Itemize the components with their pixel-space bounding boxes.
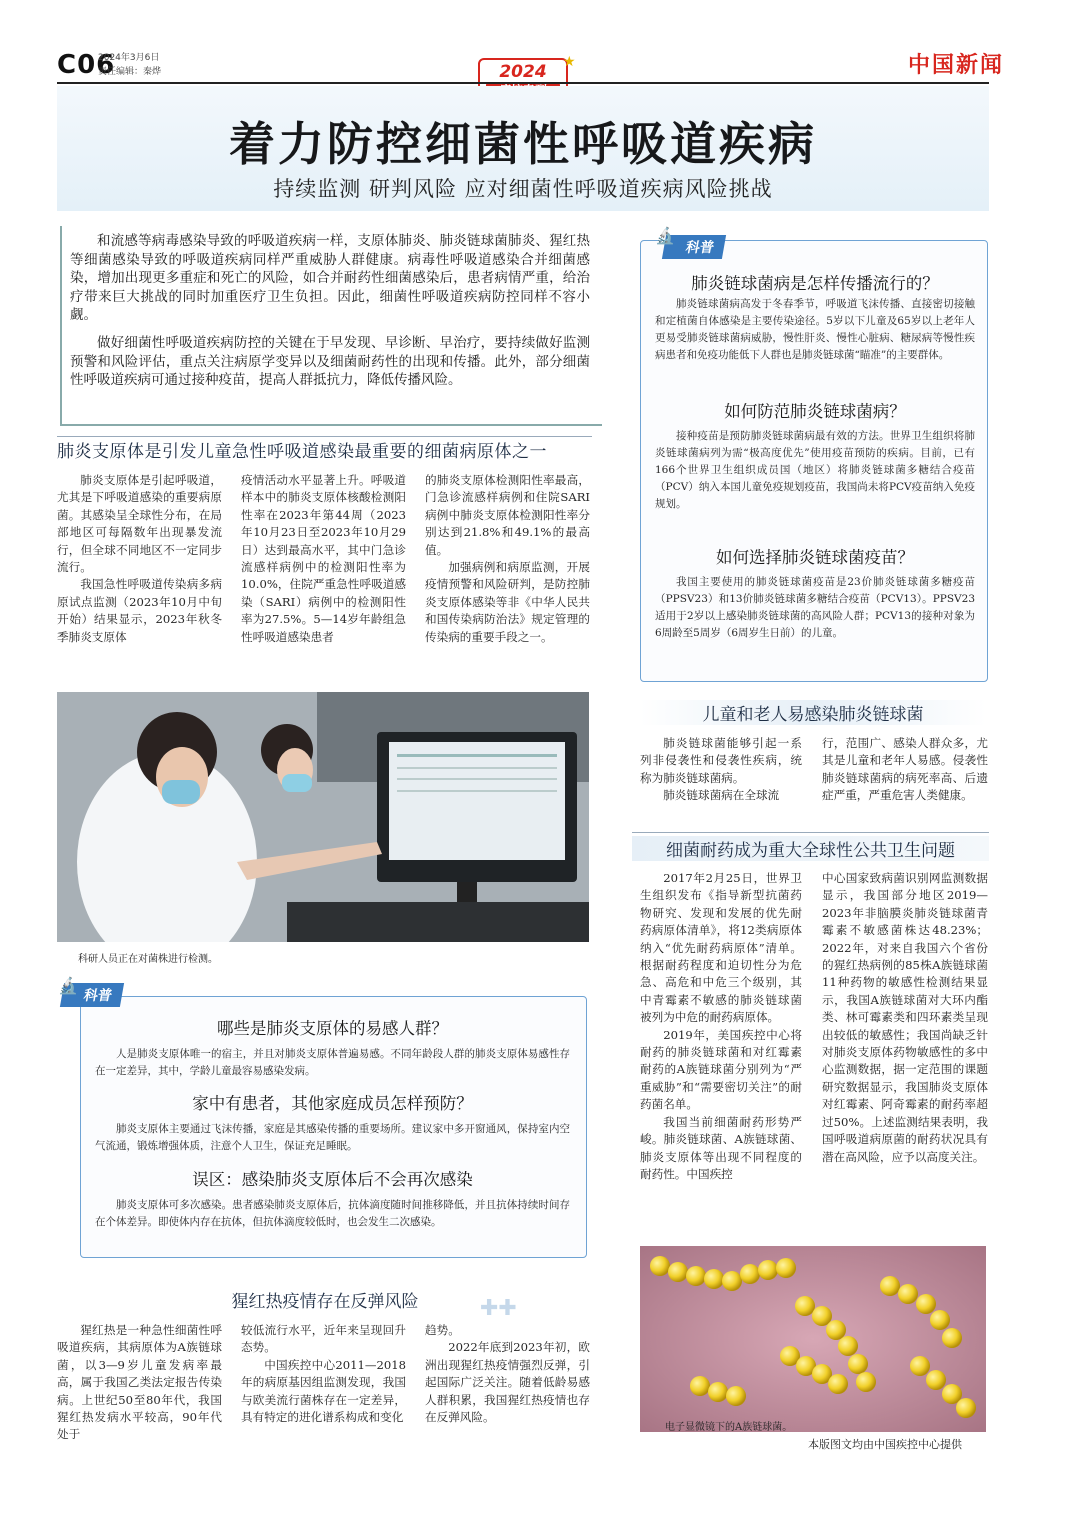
pneumo-question-3: 如何选择肺炎链球菌疫苗？ — [716, 548, 914, 567]
amr-col1-p2: 2019年，美国疾控中心将耐药的肺炎链球菌和对红霉素耐药的A族链球菌分别列为“严重威胁”和“需要密切关注”的耐药菌名单。 — [640, 1027, 802, 1112]
mycoplasma-question-1: 哪些是肺炎支原体的易感人群？ — [217, 1019, 448, 1038]
bacteria-illustration — [640, 1246, 986, 1432]
mycoplasma-col1-p2: 我国急性呼吸道传染病多病原试点监测（2023年10月中旬开始）结果显示，2023年秋冬季肺炎支原体 — [57, 577, 222, 644]
star-icon: ★ — [563, 54, 576, 70]
amr-rule — [632, 832, 989, 833]
science-tag-label: 科普 — [60, 983, 124, 1007]
mycoplasma-col2-p1: 疫情活动水平显著上升。呼吸道样本中的肺炎支原体核酸检测阳性率在2023年第44周（2023年10月23日至2023年10月29日）达到最高水平，其中门急诊流感样病例中的检测阳性率为10.0%，住院严重急性呼吸道感染（SARI）病例中的检测阳性率为27.5%。5—14岁年龄组急性呼吸道感染患者 — [241, 473, 406, 644]
pneumo-heading: 儿童和老人易感染肺炎链球菌 — [640, 700, 986, 725]
mycoplasma-answer-2: 肺炎支原体主要通过飞沫传播，家庭是其感染传播的重要场所。建议家中多开窗通风，保持室内空气流通，锻炼增强体质，注意个人卫生，保证充足睡眠。 — [95, 1123, 570, 1152]
scarlet-column-3 — [425, 1322, 590, 1426]
page-title: 着力防控细菌性呼吸道疾病 — [229, 117, 817, 171]
microscope-icon: 🔬 — [58, 976, 78, 995]
mycoplasma-col1-p1: 肺炎支原体是引起呼吸道，尤其是下呼吸道感染的重要病原菌。其感染呈全球性分布，在局部地区可每隔数年出现暴发流行，但全球不同地区不一定同步流行。 — [57, 473, 222, 575]
scarlet-col1-p1: 猩红热是一种急性细菌性呼吸道疾病，其病原体为A族链球菌，以3—9岁儿童发病率最高，属于我国乙类法定报告传染病。上世纪50至80年代，我国猩红热发病水平较高，90年代处于 — [57, 1323, 222, 1442]
pneumo-col1-p2: 肺炎链球菌病在全球流 — [663, 788, 780, 803]
page-number: C06 — [57, 50, 116, 80]
mycoplasma-column-1 — [57, 472, 222, 646]
badge-year: 2024 — [499, 62, 547, 82]
photo-credit: 本版图文均由中国疾控中心提供 — [808, 1438, 962, 1451]
lab-photo-caption: 科研人员正在对菌株进行检测。 — [78, 954, 218, 965]
scarlet-col3-p2: 2022年底到2023年初，欧洲出现猩红热疫情强烈反弹，引起国际广泛关注。随着低龄易感人群积累，我国猩红热疫情也存在反弹风险。 — [425, 1340, 590, 1425]
mycoplasma-answer-1: 人是肺炎支原体唯一的宿主，并且对肺炎支原体普遍易感。不同年龄段人群的肺炎支原体易感性存在一定差异，其中，学龄儿童最容易感染发病。 — [95, 1048, 570, 1077]
pneumo-answer-1: 肺炎链球菌病高发于冬春季节，呼吸道飞沫传播、直接密切接触和定植菌自体感染是主要传染途径。5岁以下儿童及65岁以上老年人更易受肺炎链球菌病威胁，慢性肝炎、慢性心脏病、糖尿病等慢性疾病患者和免疫功能低下人群也是肺炎链球菌“瞄准”的主要群体。 — [655, 298, 975, 361]
mycoplasma-heading: 肺炎支原体是引发儿童急性呼吸道感染最重要的细菌病原体之一 — [57, 442, 547, 462]
pneumo-question-2: 如何防范肺炎链球菌病？ — [724, 402, 906, 421]
pneumo-column-2 — [822, 735, 988, 805]
scarlet-col3-p1: 趋势。 — [425, 1323, 460, 1337]
cross-decoration-icon: ✚✚ — [480, 1296, 517, 1321]
mycoplasma-col3-p2: 加强病例和病原监测，开展疫情预警和风险研判，是防控肺炎支原体感染等非《中华人民共和国传染病防治法》规定管理的传染病的重要手段之一。 — [425, 560, 590, 644]
editor-line: 责任编辑：秦烨 — [98, 67, 162, 77]
pneumo-col1-p1: 肺炎链球菌能够引起一系列非侵袭性和侵袭性疾病，统称为肺炎链球菌病。 — [640, 736, 802, 785]
intro-paragraph-2: 做好细菌性呼吸道疾病防控的关键在于早发现、早诊断、早治疗，要持续做好监测预警和风险评估，重点关注病原学变异以及细菌耐药性的出现和传播。此外，部分细菌性呼吸道疾病可通过接种疫苗，提高人群抵抗力，降低传播风险。 — [70, 335, 590, 388]
newspaper-logo: 中国新闻 — [908, 52, 1005, 78]
microscope-icon-right: 🔬 — [655, 226, 675, 245]
mycoplasma-question-2: 家中有患者，其他家庭成员怎样预防？ — [192, 1094, 473, 1113]
pneumo-question-1: 肺炎链球菌病是怎样传播流行的？ — [691, 274, 939, 293]
micrograph-caption: 电子显微镜下的A族链球菌。 — [665, 1422, 793, 1433]
amr-col2-p1: 中心国家致病菌识别网监测数据显示，我国部分地区2019—2023年非脑膜炎肺炎链球菌青霉素不敏感菌株达48.23%；2022年，对来自我国六个省份的猩红热病例的85株A族链球菌11种药物的敏感性检测结果显示，我国A族链球菌对大环内酯类、林可霉素类和四环素类呈现出较低的敏感性；我国尚缺乏针对肺炎支原体药物敏感性的多中心监测数据，据一定范围的课题研究数据显示，我国肺炎支原体对红霉素、阿奇霉素的耐药率超过50%。上述监测结果表明，我国呼吸道病原菌的耐药状况具有潜在高风险，应予以高度关注。 — [822, 871, 988, 1164]
scarlet-heading: 猩红热疫情存在反弹风险 — [231, 1292, 419, 1312]
amr-column-1 — [640, 870, 802, 1183]
streptococcus-micrograph — [640, 1246, 986, 1432]
intro-paragraph-1: 和流感等病毒感染导致的呼吸道疾病一样，支原体肺炎、肺炎链球菌肺炎、猩红热等细菌感染导致的呼吸道疾病同样严重威胁人群健康。病毒性呼吸道感染合并细菌感染，增加出现更多重症和死亡的风险，如合并耐药性细菌感染后，患者病情严重，给治疗带来巨大挑战的同时加重医疗卫生负担。因此，细菌性呼吸道疾病防控同样不容小觑。 — [70, 233, 590, 323]
mycoplasma-col3-p1: 的肺炎支原体检测阳性率最高，门急诊流感样病例和住院SARI病例中肺炎支原体检测阳性率分别达到21.8%和49.1%的最高值。 — [425, 473, 590, 557]
amr-heading: 细菌耐药成为重大全球性公共卫生问题 — [632, 836, 989, 861]
header-rule — [57, 82, 989, 84]
science-tag-right-label: 科普 — [662, 235, 726, 259]
pneumo-answer-3: 我国主要使用的肺炎链球菌疫苗是23价肺炎链球菌多糖疫苗（PPSV23）和13价肺炎链球菌多糖结合疫苗（PCV13）。PPSV23适用于2岁以上感染肺炎链球菌的高风险人群；PCV13的接种对象为6周龄至5周岁（6周岁生日前）的儿童。 — [655, 576, 975, 639]
pneumo-answer-2: 接种疫苗是预防肺炎链球菌病最有效的方法。世界卫生组织将肺炎链球菌病列为需“极高度优先”使用疫苗预防的疾病。目前，已有166个世界卫生组织成员国（地区）将肺炎链球菌多糖结合疫苗（PCV）纳入本国儿童免疫规划疫苗，我国尚未将PCV疫苗纳入免疫规划。 — [655, 430, 975, 510]
mycoplasma-answer-3: 肺炎支原体可多次感染。患者感染肺炎支原体后，抗体滴度随时间推移降低，并且抗体持续时间存在个体差异。即使体内存在抗体，但抗体滴度较低时，也会发生二次感染。 — [95, 1199, 570, 1228]
issue-date: 2024年3月6日 — [98, 53, 160, 63]
lab-photo — [57, 692, 589, 942]
pneumo-column-1 — [640, 735, 802, 805]
lab-photo-illustration — [57, 692, 589, 942]
mycoplasma-question-3: 误区：感染肺炎支原体后不会再次感染 — [192, 1170, 473, 1189]
mycoplasma-column-3 — [425, 472, 590, 646]
scarlet-col2-p1: 较低流行水平，近年来呈现回升态势。 — [241, 1323, 406, 1355]
pneumo-col2-p1: 行，范围广、感染人群众多，尤其是儿童和老年人易感。侵袭性肺炎链球菌病的病死率高、后遗症严重，严重危害人类健康。 — [822, 736, 988, 803]
amr-column-2 — [822, 870, 988, 1166]
amr-col1-p1: 2017年2月25日，世界卫生组织发布《指导新型抗菌药物研究、发现和发展的优先耐药病原体清单》，将12类病原体纳入“优先耐药病原体”清单。根据耐药程度和迫切性分为危急、高危和中危三个级别，其中青霉素不敏感的肺炎链球菌被列为中危的耐药病原体。 — [640, 871, 802, 1025]
mycoplasma-column-2 — [241, 472, 406, 646]
page-subtitle: 持续监测 研判风险 应对细菌性呼吸道疾病风险挑战 — [273, 177, 773, 201]
scarlet-column-2 — [241, 1322, 406, 1426]
amr-col1-p3: 我国当前细菌耐药形势严峻。肺炎链球菌、A族链球菌、肺炎支原体等出现不同程度的耐药性。中国疾控 — [640, 1114, 802, 1181]
scarlet-column-1 — [57, 1322, 222, 1444]
scarlet-col2-p2: 中国疾控中心2011—2018年的病原基因组监测发现，我国与欧美流行菌株存在一定差异，具有特定的进化谱系构成和变化 — [241, 1357, 406, 1425]
